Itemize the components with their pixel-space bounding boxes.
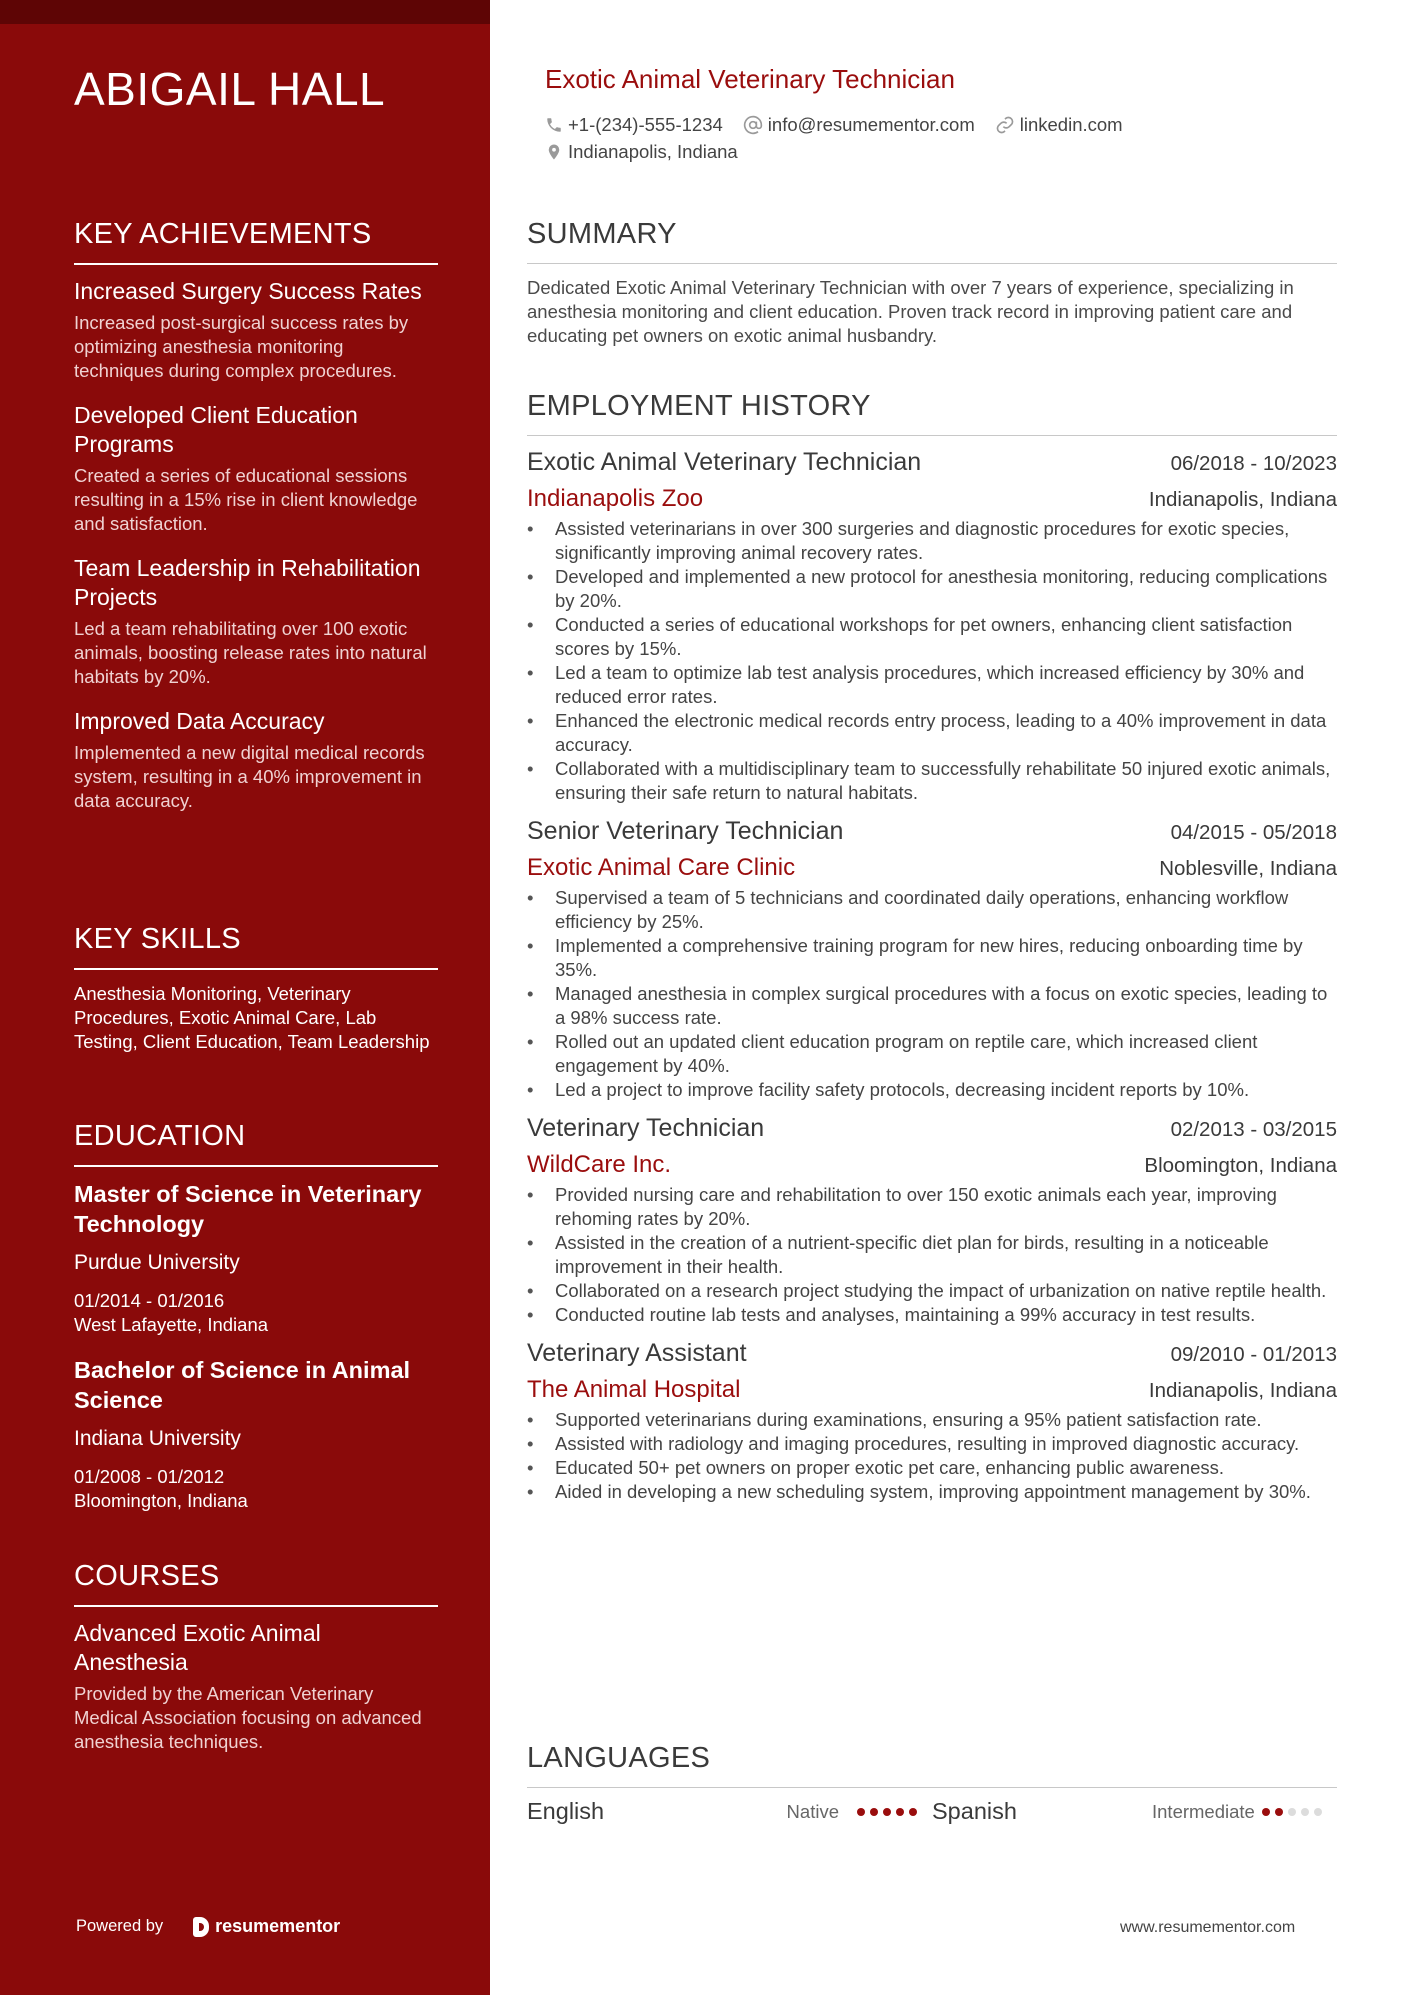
achievement-title: Team Leadership in Rehabilitation Projects <box>74 555 421 610</box>
sidebar-top-bar <box>0 0 490 24</box>
achievement-title: Increased Surgery Success Rates <box>74 278 422 304</box>
powered-by <box>76 1916 340 1937</box>
job-location: Indianapolis, Indiana <box>1148 1379 1337 1402</box>
course-title: Advanced Exotic Animal Anesthesia <box>74 1620 321 1675</box>
job-bullet: • Enhanced the electronic medical records entry process, leading to a 40% improvement in data accuracy. <box>527 709 1337 757</box>
at-sign-icon <box>743 115 763 135</box>
courses-section <box>74 1560 438 1772</box>
rating-dot-empty <box>1314 1808 1322 1816</box>
rating-dot-filled <box>1262 1808 1270 1816</box>
achievements-heading: KEY ACHIEVEMENTS <box>74 218 438 265</box>
job-header <box>527 448 1337 477</box>
summary-text: Dedicated Exotic Animal Veterinary Technician with over 7 years of experience, specializing in anesthesia monitoring and client education. Proven track record in improving patient care and educating pet owners on exotic animal husbandry. <box>527 277 1294 346</box>
employment-heading: EMPLOYMENT HISTORY <box>527 390 1337 436</box>
job-role: Veterinary Technician <box>527 1114 765 1142</box>
education-location: Bloomington, Indiana <box>74 1490 248 1511</box>
job-bullet: • Managed anesthesia in complex surgical procedures with a focus on exotic species, leading to a 98% success rate. <box>527 982 1337 1030</box>
rating-dot-filled <box>1275 1808 1283 1816</box>
achievement-title: Improved Data Accuracy <box>74 708 325 734</box>
rating-dot-filled <box>883 1808 891 1816</box>
employment-section <box>527 390 1337 1504</box>
language-level: Intermediate <box>1152 1800 1255 1822</box>
job-bullets <box>527 517 1337 805</box>
achievement-desc: Led a team rehabilitating over 100 exotic animals, boosting release rates into natural habitats by 20%. <box>74 618 427 687</box>
phone-text: +1-(234)-555-1234 <box>568 114 723 135</box>
education-location: West Lafayette, Indiana <box>74 1314 269 1335</box>
job-company: Exotic Animal Care Clinic <box>527 854 796 881</box>
job-role: Senior Veterinary Technician <box>527 817 844 845</box>
contact-email[interactable] <box>743 114 975 136</box>
headline: Exotic Animal Veterinary Technician <box>545 64 955 94</box>
job-subheader <box>527 1376 1337 1404</box>
rating-dot-empty <box>1288 1808 1296 1816</box>
languages-row <box>527 1798 1337 1825</box>
resumementor-logo-icon <box>193 1917 209 1937</box>
achievement-item <box>74 277 438 383</box>
job-bullet: • Assisted veterinarians in over 300 surgeries and diagnostic procedures for exotic species, significantly improving animal recovery rates. <box>527 517 1337 565</box>
education-degree: Master of Science in Veterinary Technology <box>74 1181 422 1237</box>
education-section <box>74 1120 438 1531</box>
job-subheader <box>527 1151 1337 1179</box>
contact-row <box>545 114 1143 136</box>
summary-section <box>527 218 1337 348</box>
job-role: Exotic Animal Veterinary Technician <box>527 448 922 476</box>
languages-section <box>527 1742 1337 1825</box>
job-entry <box>527 448 1337 805</box>
contact-row-2 <box>545 141 758 163</box>
job-company: Indianapolis Zoo <box>527 485 704 512</box>
job-role: Veterinary Assistant <box>527 1339 747 1367</box>
job-entry <box>527 1339 1337 1504</box>
job-entry <box>527 1114 1337 1327</box>
job-bullet: • Provided nursing care and rehabilitation to over 150 exotic animals each year, improving rehoming rates by 20%. <box>527 1183 1337 1231</box>
job-dates: 09/2010 - 01/2013 <box>1170 1343 1337 1366</box>
rating-dot-filled <box>909 1808 917 1816</box>
candidate-name: ABIGAIL HALL <box>74 63 386 115</box>
location-pin-icon <box>545 142 563 162</box>
rating-dot-filled <box>857 1808 865 1816</box>
job-dates: 02/2013 - 03/2015 <box>1170 1118 1337 1141</box>
summary-heading: SUMMARY <box>527 218 1337 264</box>
rating-dot-empty <box>1301 1808 1309 1816</box>
job-bullet: • Rolled out an updated client education program on reptile care, which increased client engagement by 40%. <box>527 1030 1337 1078</box>
language-rating <box>857 1808 922 1816</box>
rating-dot-filled <box>870 1808 878 1816</box>
brand-logo[interactable] <box>193 1916 340 1937</box>
job-dates: 06/2018 - 10/2023 <box>1170 452 1337 475</box>
achievement-desc: Created a series of educational sessions resulting in a 15% rise in client knowledge and satisfaction. <box>74 465 418 534</box>
achievement-desc: Implemented a new digital medical records system, resulting in a 40% improvement in data accuracy. <box>74 742 425 811</box>
language-level: Native <box>786 1800 839 1822</box>
contact-phone[interactable] <box>545 114 723 136</box>
job-bullet: • Aided in developing a new scheduling system, improving appointment management by 30%. <box>527 1480 1337 1504</box>
courses-heading: COURSES <box>74 1560 438 1607</box>
job-bullet: • Assisted with radiology and imaging procedures, resulting in improved diagnostic accuracy. <box>527 1432 1337 1456</box>
job-bullet: • Led a project to improve facility safety protocols, decreasing incident reports by 10%. <box>527 1078 1337 1102</box>
course-item <box>74 1619 438 1754</box>
location-text: Indianapolis, Indiana <box>568 141 738 162</box>
job-company: WildCare Inc. <box>527 1151 672 1178</box>
language-item <box>932 1798 1337 1825</box>
job-bullet: • Developed and implemented a new protocol for anesthesia monitoring, reducing complications by 20%. <box>527 565 1337 613</box>
course-desc: Provided by the American Veterinary Medical Association focusing on advanced anesthesia techniques. <box>74 1683 422 1752</box>
powered-by-label: Powered by <box>76 1917 164 1935</box>
skills-list: Anesthesia Monitoring, Veterinary Procedures, Exotic Animal Care, Lab Testing, Client Education, Team Leadership <box>74 983 430 1052</box>
job-bullets <box>527 1408 1337 1504</box>
brand-name: resumementor <box>215 1916 341 1936</box>
job-entry <box>527 817 1337 1102</box>
job-subheader <box>527 854 1337 882</box>
job-location: Bloomington, Indiana <box>1144 1154 1337 1177</box>
footer-url[interactable]: www.resumementor.com <box>1120 1919 1296 1936</box>
linkedin-text: linkedin.com <box>1019 114 1123 135</box>
education-heading: EDUCATION <box>74 1120 438 1167</box>
language-rating <box>1262 1808 1327 1816</box>
job-header <box>527 817 1337 846</box>
job-company: The Animal Hospital <box>527 1376 741 1403</box>
skills-heading: KEY SKILLS <box>74 923 438 970</box>
contact-linkedin[interactable] <box>995 114 1123 136</box>
languages-heading: LANGUAGES <box>527 1742 1337 1788</box>
achievement-item <box>74 707 438 813</box>
email-text: info@resumementor.com <box>767 114 975 135</box>
achievements-section <box>74 218 438 831</box>
achievement-item <box>74 554 438 689</box>
job-bullet: • Collaborated with a multidisciplinary team to successfully rehabilitate 50 injured exotic animals, ensuring their safe return to natural habitats. <box>527 757 1337 805</box>
job-location: Noblesville, Indiana <box>1159 857 1337 880</box>
job-bullet: • Implemented a comprehensive training program for new hires, reducing onboarding time by 35%. <box>527 934 1337 982</box>
job-bullet: • Led a team to optimize lab test analysis procedures, which increased efficiency by 30% and reduced error rates. <box>527 661 1337 709</box>
job-dates: 04/2015 - 05/2018 <box>1170 821 1337 844</box>
job-subheader <box>527 485 1337 513</box>
achievement-item <box>74 401 438 536</box>
language-item <box>527 1798 932 1825</box>
education-item <box>74 1355 438 1513</box>
phone-icon <box>545 116 563 134</box>
language-name: Spanish <box>932 1798 1017 1824</box>
job-header <box>527 1339 1337 1368</box>
job-bullet: • Collaborated on a research project studying the impact of urbanization on native reptile health. <box>527 1279 1337 1303</box>
achievement-desc: Increased post-surgical success rates by optimizing anesthesia monitoring techniques during complex procedures. <box>74 312 409 381</box>
job-bullet: • Supported veterinarians during examinations, ensuring a 95% patient satisfaction rate. <box>527 1408 1337 1432</box>
education-school: Indiana University <box>74 1427 241 1450</box>
job-bullet: • Conducted routine lab tests and analyses, maintaining a 99% accuracy in test results. <box>527 1303 1337 1327</box>
job-bullet: • Conducted a series of educational workshops for pet owners, enhancing client satisfaction scores by 15%. <box>527 613 1337 661</box>
job-location: Indianapolis, Indiana <box>1148 488 1337 511</box>
education-school: Purdue University <box>74 1251 240 1274</box>
education-dates: 01/2014 - 01/2016 <box>74 1290 225 1311</box>
achievement-title: Developed Client Education Programs <box>74 402 358 457</box>
skills-section <box>74 923 438 1054</box>
job-bullet: • Assisted in the creation of a nutrient-specific diet plan for birds, resulting in a noticeable improvement in their health. <box>527 1231 1337 1279</box>
job-header <box>527 1114 1337 1143</box>
link-icon <box>995 115 1015 135</box>
language-name: English <box>527 1798 605 1824</box>
job-bullet: • Educated 50+ pet owners on proper exotic pet care, enhancing public awareness. <box>527 1456 1337 1480</box>
education-degree: Bachelor of Science in Animal Science <box>74 1357 411 1413</box>
sidebar <box>0 0 490 1995</box>
contact-location <box>545 141 738 163</box>
education-item <box>74 1179 438 1337</box>
job-bullets <box>527 1183 1337 1327</box>
education-dates: 01/2008 - 01/2012 <box>74 1466 225 1487</box>
rating-dot-filled <box>896 1808 904 1816</box>
job-bullets <box>527 886 1337 1102</box>
job-bullet: • Supervised a team of 5 technicians and coordinated daily operations, enhancing workflow efficiency by 25%. <box>527 886 1337 934</box>
